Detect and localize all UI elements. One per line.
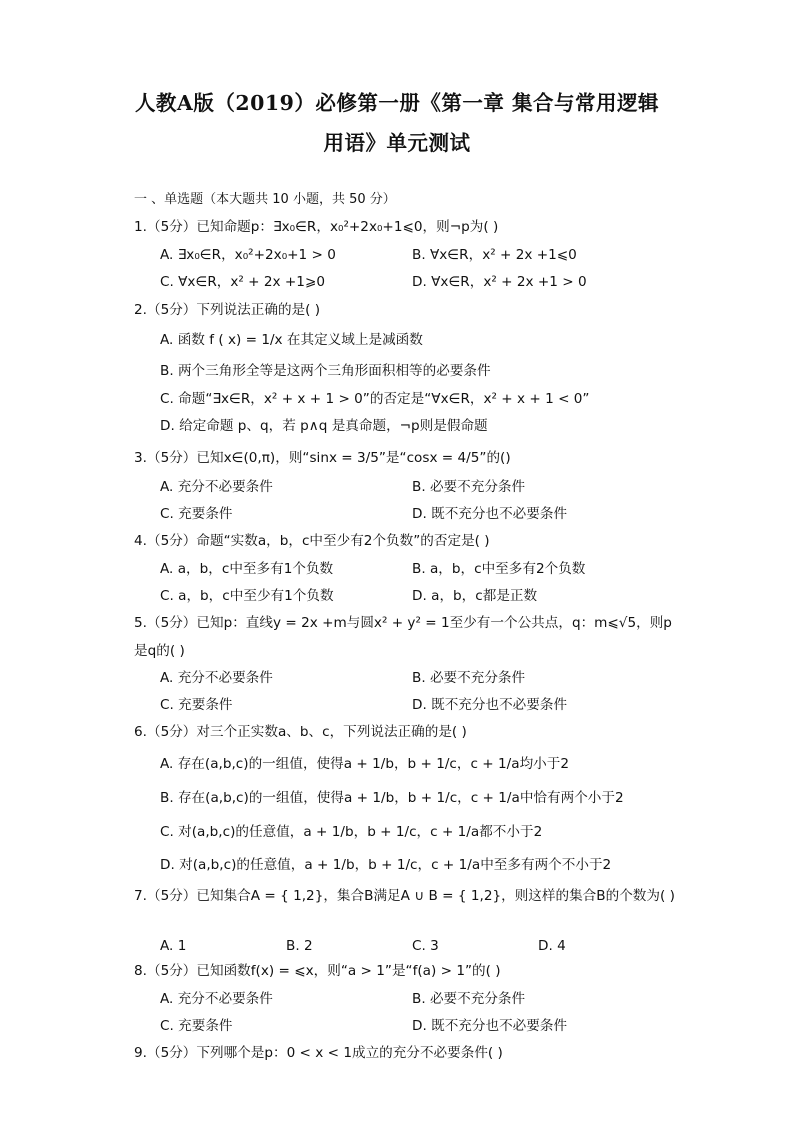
question-8-option-b: B. 必要不充分条件 xyxy=(412,991,526,1007)
question-1-stem: 1.（5分）已知命题p：∃x₀∈R，x₀²+2x₀+1⩽0，则¬p为( ) xyxy=(134,219,499,235)
question-7-option-b: B. 2 xyxy=(286,938,313,954)
question-4-option-a: A. a，b，c中至多有1个负数 xyxy=(160,561,334,577)
question-6-option-a: A. 存在(a,b,c)的一组值，使得a + 1/b，b + 1/c，c + 1/a均小于2 xyxy=(160,756,569,772)
section-heading: 一 、单选题（本大题共 10 小题，共 50 分） xyxy=(134,192,396,207)
question-8-option-a: A. 充分不必要条件 xyxy=(160,991,273,1007)
document-title-line1: 人教A版（2019）必修第一册《第一章 集合与常用逻辑 xyxy=(134,91,660,115)
question-5-option-c: C. 充要条件 xyxy=(160,697,233,713)
question-3-option-c: C. 充要条件 xyxy=(160,506,233,522)
question-5-option-d: D. 既不充分也不必要条件 xyxy=(412,697,568,713)
question-2-stem: 2.（5分）下列说法正确的是( ) xyxy=(134,302,321,318)
question-8-option-d: D. 既不充分也不必要条件 xyxy=(412,1018,568,1034)
question-3-option-b: B. 必要不充分条件 xyxy=(412,479,526,495)
question-4-stem: 4.（5分）命题“实数a，b，c中至少有2个负数”的否定是( ) xyxy=(134,533,490,549)
question-3-option-d: D. 既不充分也不必要条件 xyxy=(412,506,568,522)
question-9-stem: 9.（5分）下列哪个是p：0 < x < 1成立的充分不必要条件( ) xyxy=(134,1045,503,1061)
question-1-option-b: B. ∀x∈R，x² + 2x +1⩽0 xyxy=(412,247,577,263)
question-1-option-c: C. ∀x∈R，x² + 2x +1⩾0 xyxy=(160,274,325,290)
question-7-stem: 7.（5分）已知集合A = { 1,2}，集合B满足A ∪ B = { 1,2}，则这样的集合B的个数为( ) xyxy=(134,888,675,904)
question-3-option-a: A. 充分不必要条件 xyxy=(160,479,273,495)
document-title-line2: 用语》单元测试 xyxy=(323,131,471,155)
question-5-stem: 5.（5分）已知p：直线y = 2x +m与圆x² + y² = 1至少有一个公共点，q：m⩽√5，则p xyxy=(134,615,672,631)
question-2-option-d: D. 给定命题 p、q，若 p∧q 是真命题，¬p则是假命题 xyxy=(160,418,488,434)
question-5-option-a: A. 充分不必要条件 xyxy=(160,670,273,686)
question-4-option-b: B. a，b，c中至多有2个负数 xyxy=(412,561,586,577)
question-2-option-a: A. 函数 f ( x) = 1/x 在其定义域上是减函数 xyxy=(160,332,423,348)
question-7-option-a: A. 1 xyxy=(160,938,187,954)
question-6-option-b: B. 存在(a,b,c)的一组值，使得a + 1/b，b + 1/c，c + 1/a中恰有两个小于2 xyxy=(160,790,624,806)
question-1-option-a: A. ∃x₀∈R，x₀²+2x₀+1 > 0 xyxy=(160,247,336,263)
question-6-option-d: D. 对(a,b,c)的任意值，a + 1/b，b + 1/c，c + 1/a中至多有两个不小于2 xyxy=(160,857,612,873)
question-3-stem: 3.（5分）已知x∈(0,π)，则“sinx = 3/5”是“cosx = 4/5”的() xyxy=(134,450,511,466)
question-5-stem-continued: 是q的( ) xyxy=(134,643,185,659)
question-4-option-c: C. a，b，c中至少有1个负数 xyxy=(160,588,334,604)
question-2-option-b: B. 两个三角形全等是这两个三角形面积相等的必要条件 xyxy=(160,363,491,379)
question-7-option-d: D. 4 xyxy=(538,938,566,954)
question-5-option-b: B. 必要不充分条件 xyxy=(412,670,526,686)
question-8-stem: 8.（5分）已知函数f(x) = ⩽x，则“a > 1”是“f(a) > 1”的( ) xyxy=(134,963,501,979)
question-8-option-c: C. 充要条件 xyxy=(160,1018,233,1034)
question-4-option-d: D. a，b，c都是正数 xyxy=(412,588,538,604)
question-7-option-c: C. 3 xyxy=(412,938,439,954)
question-6-stem: 6.（5分）对三个正实数a、b、c，下列说法正确的是( ) xyxy=(134,724,467,740)
question-6-option-c: C. 对(a,b,c)的任意值，a + 1/b，b + 1/c，c + 1/a都不小于2 xyxy=(160,824,543,840)
question-1-option-d: D. ∀x∈R，x² + 2x +1 > 0 xyxy=(412,274,587,290)
question-2-option-c: C. 命题“∃x∈R，x² + x + 1 > 0”的否定是“∀x∈R，x² + x + 1 < 0” xyxy=(160,391,590,407)
